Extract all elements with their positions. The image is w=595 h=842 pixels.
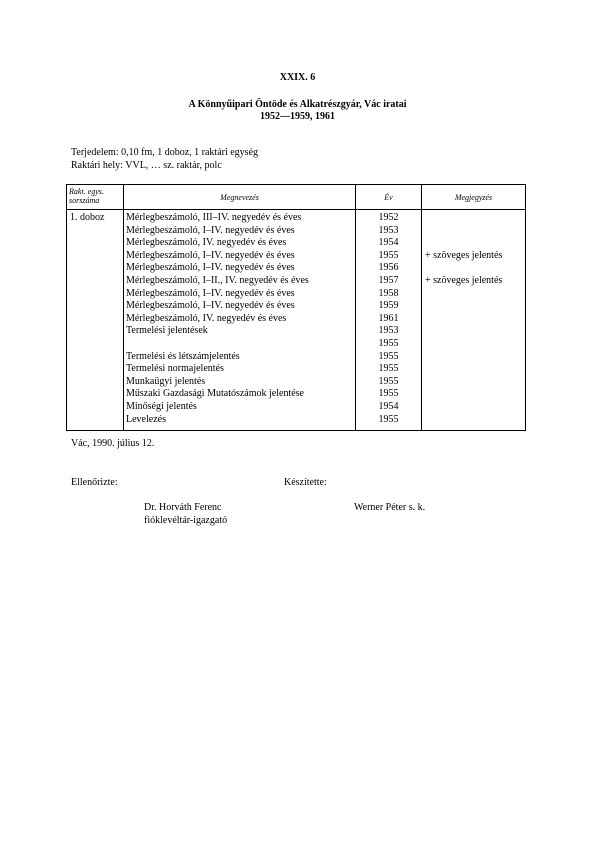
- table-row: [67, 210, 526, 431]
- row-1-year: 1952: [378, 212, 399, 223]
- row-11-year: 1955: [378, 337, 399, 349]
- row-9-name: Mérlegbeszámoló, IV. negyedév és éves: [126, 312, 287, 324]
- row-11-name: [126, 338, 355, 351]
- prepared-by-label: Készítette:: [284, 477, 327, 488]
- note-header: Megjegyzés: [422, 185, 526, 210]
- fonds-years: 1952—1959, 1961: [260, 111, 335, 122]
- row-11-note: [425, 338, 525, 351]
- storage-location-line: Raktári hely: VVL, … sz. raktár, polc: [71, 160, 222, 171]
- unit-cell: [67, 210, 124, 431]
- row-12-name: Termelési és létszámjelentés: [126, 350, 240, 362]
- unit-header-line2: sorszáma: [69, 196, 100, 205]
- row-15-year: 1955: [378, 388, 399, 400]
- row-6-name: Mérlegbeszámoló, I–II., IV. negyedév és éves: [126, 274, 309, 286]
- row-4-name: Mérlegbeszámoló, I–IV. negyedév és éves: [126, 249, 295, 261]
- row-9-note: [425, 313, 525, 326]
- row-12-note: [425, 351, 525, 364]
- row-16-note: [425, 401, 525, 414]
- row-3-name: Mérlegbeszámoló, IV. negyedév és éves: [126, 237, 287, 249]
- row-4-note: + szöveges jelentés: [425, 249, 503, 261]
- row-15-note: [425, 388, 525, 401]
- row-14-note: [425, 376, 525, 389]
- row-17-note: [425, 414, 525, 427]
- name-header: Megnevezés: [124, 185, 356, 210]
- row-6-note: + szöveges jelentés: [425, 274, 503, 286]
- row-8-year: 1959: [378, 300, 399, 312]
- row-3-note: [425, 237, 525, 250]
- row-10-name: Termelési jelentések: [126, 325, 208, 337]
- year-cell: [356, 210, 422, 431]
- year-header: Év: [356, 185, 422, 210]
- row-14-year: 1955: [378, 375, 399, 387]
- row-1-note: [425, 212, 525, 225]
- row-7-name: Mérlegbeszámoló, I–IV. negyedév és éves: [126, 287, 295, 299]
- row-13-year: 1955: [378, 363, 399, 375]
- checked-by-label: Ellenőrizte:: [71, 477, 118, 488]
- series-number: XXIX. 6: [279, 72, 316, 83]
- unit-number-header: [67, 185, 124, 210]
- row-6-year: 1957: [378, 274, 399, 286]
- row-8-name: Mérlegbeszámoló, I–IV. negyedév és éves: [126, 300, 295, 312]
- row-2-year: 1953: [378, 224, 399, 236]
- row-16-name: Minőségi jelentés: [126, 400, 197, 412]
- row-9-year: 1961: [378, 312, 399, 324]
- row-14-name: Munkaügyi jelentés: [126, 375, 206, 387]
- row-7-note: [425, 288, 525, 301]
- row-4-year: 1955: [378, 249, 399, 261]
- fonds-title: A Könnyűipari Öntöde és Alkatrészgyár, Vác iratai: [188, 99, 407, 110]
- inventory-table: [66, 184, 526, 431]
- row-10-year: 1953: [378, 325, 399, 337]
- checker-title: fióklevéltár-igazgató: [144, 515, 228, 526]
- row-17-year: 1955: [378, 413, 399, 425]
- row-5-name: Mérlegbeszámoló, I–IV. negyedév és éves: [126, 262, 295, 274]
- row-7-year: 1958: [378, 287, 399, 299]
- row-10-note: [425, 325, 525, 338]
- preparer-name: Werner Péter s. k.: [354, 502, 426, 513]
- unit-header-line1: Rakt. egys.: [69, 187, 104, 196]
- name-cell: [124, 210, 356, 431]
- table-header-row: [67, 185, 526, 210]
- row-13-note: [425, 363, 525, 376]
- row-8-note: [425, 300, 525, 313]
- row-17-name: Levelezés: [126, 413, 166, 425]
- row-13-name: Termelési normajelentés: [126, 363, 224, 375]
- row-1-name: Mérlegbeszámoló, III–IV. negyedév és éves: [126, 212, 302, 223]
- row-5-note: [425, 262, 525, 275]
- row-15-name: Műszaki Gazdasági Mutatószámok jelentése: [126, 388, 304, 400]
- row-16-year: 1954: [378, 400, 399, 412]
- row-5-year: 1956: [378, 262, 399, 274]
- checker-name: Dr. Horváth Ferenc: [144, 502, 222, 513]
- extent-line: Terjedelem: 0,10 fm, 1 doboz, 1 raktári egység: [71, 147, 259, 158]
- row-3-year: 1954: [378, 237, 399, 249]
- row-2-name: Mérlegbeszámoló, I–IV. negyedév és éves: [126, 224, 295, 236]
- unit-label: 1. doboz: [70, 212, 105, 223]
- row-12-year: 1955: [378, 350, 399, 362]
- place-and-date: Vác, 1990. július 12.: [71, 438, 155, 449]
- note-cell: [422, 210, 526, 431]
- row-2-note: [425, 225, 525, 238]
